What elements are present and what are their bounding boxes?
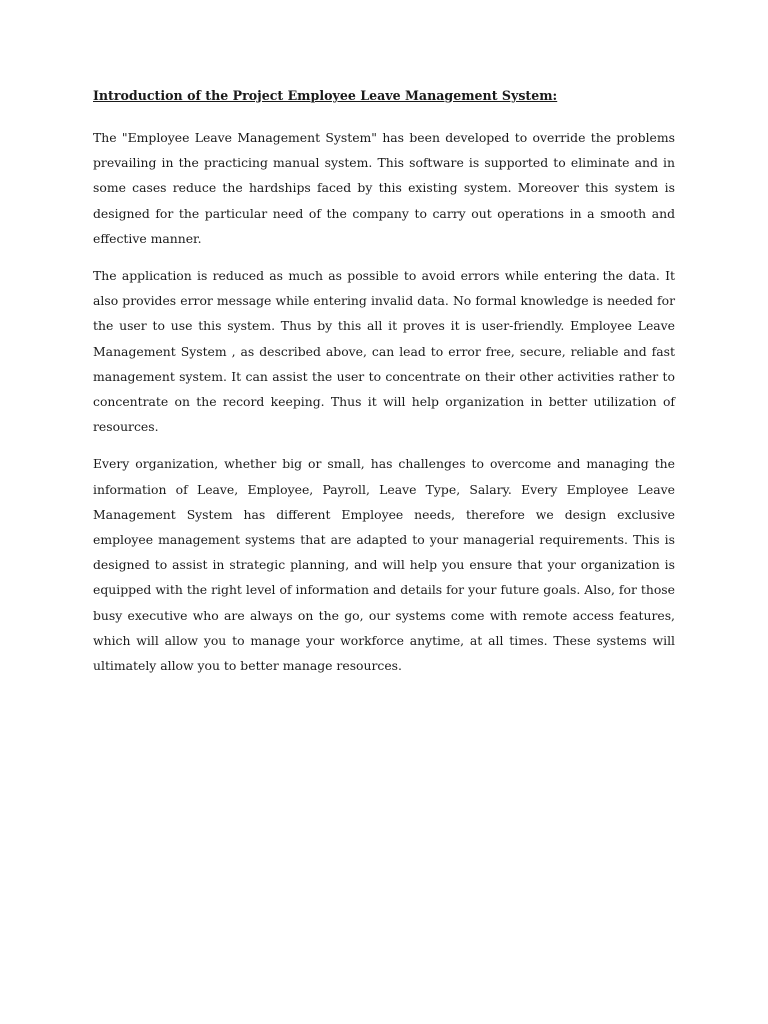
document-body [93, 86, 675, 678]
paragraph-usability: The application is reduced as much as possible to avoid errors while entering the data. It also provides error message while entering invalid data. No formal knowledge is needed for the user to use this system. Thus by this all it proves it is user-friendly. Employee Leave Management System , as described above, can lead to error free, secure, reliable and fast management system. It can assist the user to concentrate on their other activities rather to concentrate on the record keeping. Thus it will help organization in better utilization of resources. [93, 268, 675, 435]
paragraph-overview: The "Employee Leave Management System" has been developed to override the problems prevailing in the practicing manual system. This software is supported to eliminate and in some cases reduce the hardships faced by this existing system. Moreover this system is designed for the particular need of the company to carry out operations in a smooth and effective manner. [93, 130, 675, 246]
document-title: Introduction of the Project Employee Leave Management System: [93, 88, 558, 103]
paragraph-organization-needs: Every organization, whether big or small, has challenges to overcome and managing the information of Leave, Employee, Payroll, Leave Type, Salary. Every Employee Leave Management System has different Employee needs, therefore we design exclusive employee management systems that are adapted to your managerial requirements. This is designed to assist in strategic planning, and will help you ensure that your organization is equipped with the right level of information and details for your future goals. Also, for those busy executive who are always on the go, our systems come with remote access features, which will allow you to manage your workforce anytime, at all times. These systems will ultimately allow you to better manage resources. [93, 456, 675, 674]
